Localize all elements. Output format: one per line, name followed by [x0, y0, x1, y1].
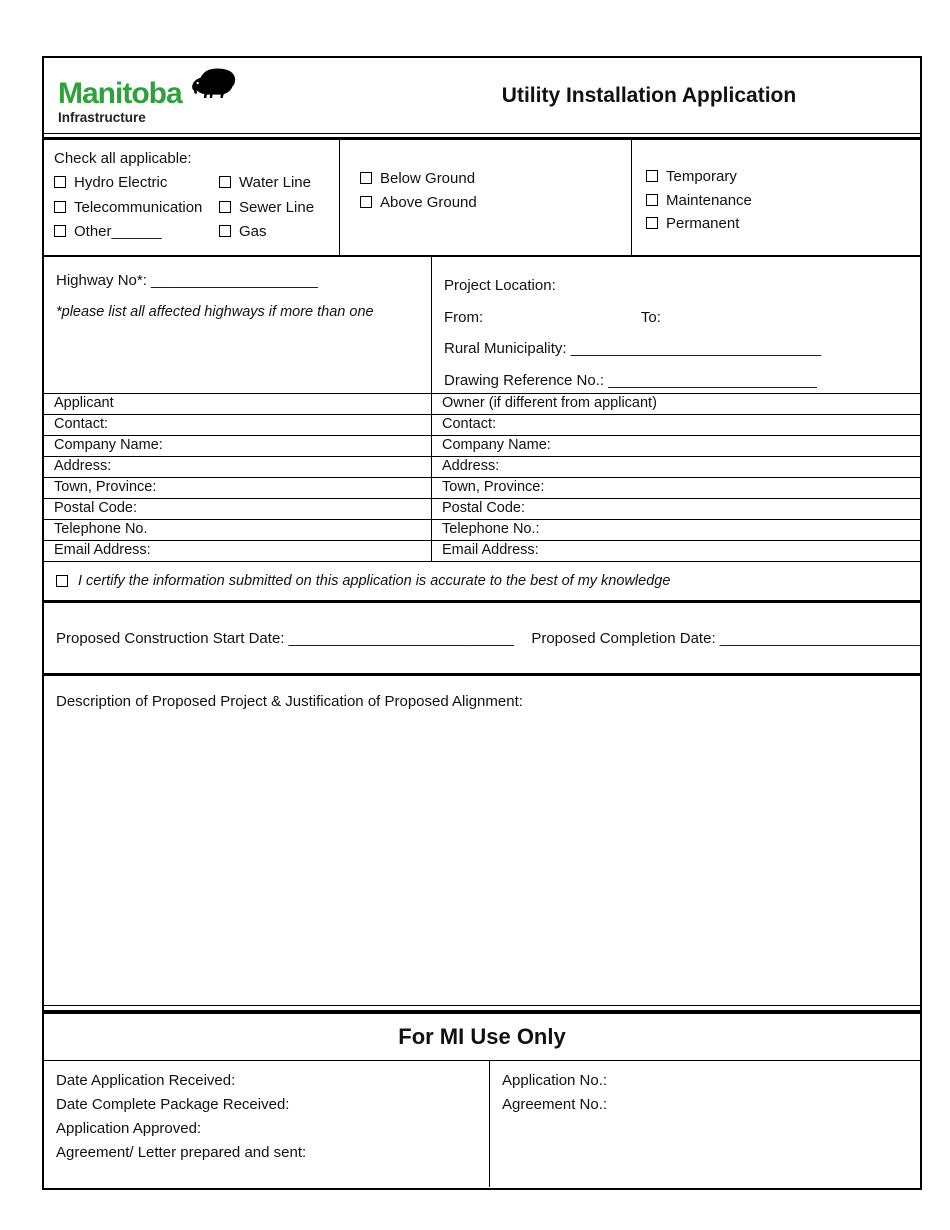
date-complete-package-field[interactable]: Date Complete Package Received:	[56, 1096, 290, 1113]
mi-dates-cell	[44, 1061, 490, 1187]
table-row	[44, 478, 920, 499]
applicant-contact-field[interactable]: Contact:	[44, 415, 432, 435]
applicant-company-field[interactable]: Company Name:	[44, 436, 432, 456]
completion-date-field[interactable]: Proposed Completion Date: ________________________	[531, 629, 920, 647]
certify-statement: I certify the information submitted on this application is accurate to the best of my knowledge	[78, 573, 671, 589]
highway-location-section	[44, 257, 920, 394]
ground-cell	[340, 140, 632, 255]
checkbox-maintenance[interactable]	[646, 194, 658, 206]
owner-company-field[interactable]: Company Name:	[442, 437, 551, 453]
checkbox-telecommunication[interactable]	[54, 201, 66, 213]
label-other[interactable]: Other______	[74, 223, 162, 240]
utility-installation-form	[42, 56, 922, 1190]
owner-postal-field[interactable]: Postal Code:	[442, 500, 526, 516]
label-temporary: Temporary	[666, 168, 737, 185]
label-water-line: Water Line	[239, 174, 311, 191]
manitoba-logo	[58, 66, 296, 125]
applicant-address-field[interactable]: Address:	[44, 457, 432, 477]
applicant-town-field[interactable]: Town, Province:	[44, 478, 432, 498]
logo-subtitle: Infrastructure	[58, 110, 146, 125]
table-row	[44, 499, 920, 520]
checkbox-certify[interactable]	[56, 575, 68, 587]
table-row	[44, 541, 920, 562]
description-label: Description of Proposed Project & Justification of Proposed Alignment:	[56, 693, 523, 710]
table-row	[44, 520, 920, 541]
date-application-received-field[interactable]: Date Application Received:	[56, 1072, 236, 1089]
applicant-postal-field[interactable]: Postal Code:	[44, 499, 432, 519]
checkbox-below-ground[interactable]	[360, 172, 372, 184]
label-sewer-line: Sewer Line	[239, 198, 315, 216]
certification-section	[44, 562, 920, 603]
mi-use-only-section	[44, 1010, 920, 1187]
applicable-label: Check all applicable:	[54, 150, 192, 167]
project-location-label: Project Location:	[444, 277, 556, 294]
application-approved-field[interactable]: Application Approved:	[56, 1120, 202, 1137]
manitoba-wordmark: Manitoba	[58, 77, 182, 110]
page-title: Utility Installation Application	[501, 83, 797, 107]
owner-contact-field[interactable]: Contact:	[442, 416, 496, 432]
mi-numbers-cell	[490, 1061, 920, 1187]
bison-icon	[186, 66, 244, 107]
agreement-number-field[interactable]: Agreement No.:	[502, 1096, 608, 1113]
label-above-ground: Above Ground	[380, 194, 477, 211]
from-field[interactable]: From:	[444, 308, 484, 326]
project-location-cell	[432, 257, 920, 393]
dates-section	[44, 603, 920, 676]
start-date-field[interactable]: Proposed Construction Start Date: ___________________________	[56, 629, 514, 647]
checkbox-hydro-electric[interactable]	[54, 176, 66, 188]
drawing-reference-field[interactable]: Drawing Reference No.: _________________________	[444, 371, 817, 389]
highway-note: *please list all affected highways if more than one	[56, 304, 374, 320]
table-row	[44, 415, 920, 436]
label-gas: Gas	[239, 223, 267, 240]
applicant-email-field[interactable]: Email Address:	[44, 541, 432, 561]
label-permanent: Permanent	[666, 215, 740, 232]
checkbox-water-line[interactable]	[219, 176, 231, 188]
highway-number-field[interactable]: Highway No*: ____________________	[56, 272, 318, 289]
owner-header: Owner (if different from applicant)	[442, 395, 657, 411]
parties-table	[44, 394, 920, 562]
to-field[interactable]: To:	[640, 308, 661, 326]
duration-cell	[632, 140, 920, 255]
applicant-telephone-field[interactable]: Telephone No.	[44, 520, 432, 540]
description-section[interactable]	[44, 676, 920, 1006]
label-below-ground: Below Ground	[380, 170, 476, 187]
highway-cell	[44, 257, 432, 393]
table-row	[44, 457, 920, 478]
owner-town-field[interactable]: Town, Province:	[442, 479, 545, 495]
label-telecommunication: Telecommunication	[74, 198, 203, 216]
table-header-row	[44, 394, 920, 415]
label-hydro-electric: Hydro Electric	[74, 174, 168, 191]
agreement-letter-field[interactable]: Agreement/ Letter prepared and sent:	[56, 1144, 307, 1161]
owner-address-field[interactable]: Address:	[442, 458, 500, 474]
owner-telephone-field[interactable]: Telephone No.:	[442, 521, 540, 537]
checkbox-gas[interactable]	[219, 225, 231, 237]
checkbox-above-ground[interactable]	[360, 196, 372, 208]
mi-section-title: For MI Use Only	[44, 1014, 920, 1061]
checkbox-permanent[interactable]	[646, 217, 658, 229]
table-row	[44, 436, 920, 457]
label-maintenance: Maintenance	[666, 191, 752, 209]
form-header	[44, 58, 920, 134]
checkbox-other[interactable]	[54, 225, 66, 237]
utility-type-cell	[44, 140, 340, 255]
owner-email-field[interactable]: Email Address:	[442, 542, 539, 558]
applicable-section	[44, 140, 920, 257]
application-number-field[interactable]: Application No.:	[502, 1072, 608, 1089]
checkbox-sewer-line[interactable]	[219, 201, 231, 213]
rural-municipality-field[interactable]: Rural Municipality: ______________________________	[444, 340, 821, 357]
checkbox-temporary[interactable]	[646, 170, 658, 182]
applicant-header: Applicant	[44, 394, 432, 414]
